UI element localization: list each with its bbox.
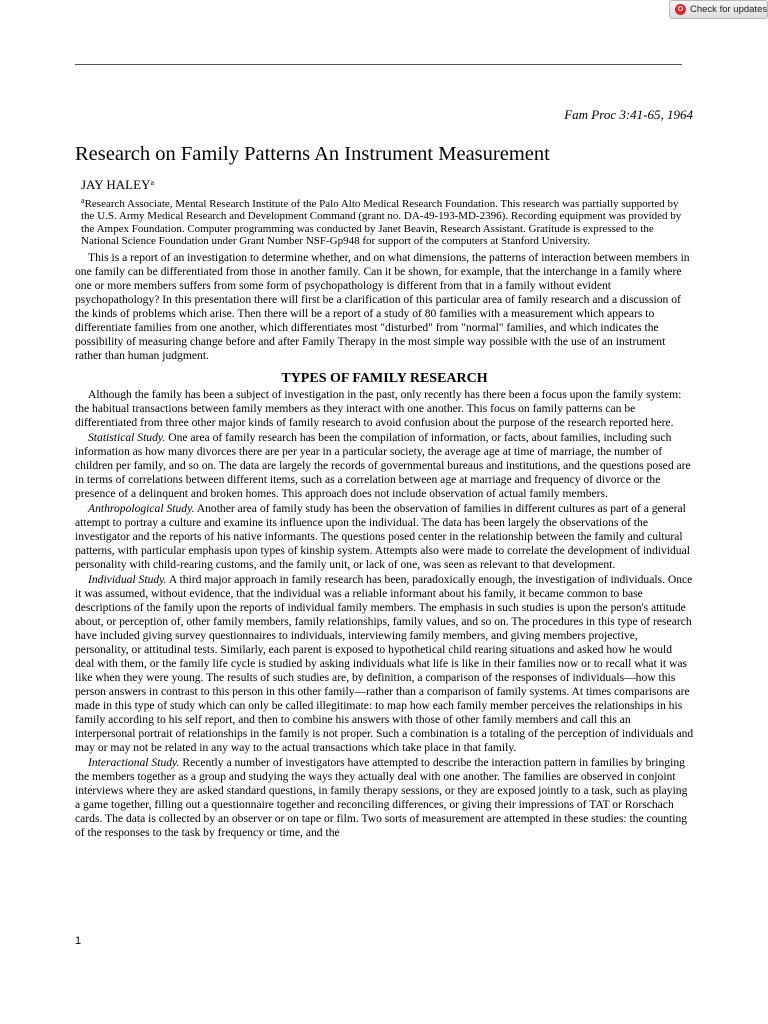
statistical-study-paragraph [75, 431, 694, 501]
footnote-mark: a [81, 196, 85, 205]
paragraph-text: One area of family research has been the compilation of information, or facts, about families, including such information as how many divorces there are per year in a particular society, the average age at time of marriage, the number of children per family, and so on. The data are largely the records of governmental bureaus and institutions, and the questions posed are in terms of correlations between different items, such as a correlation between age at marriage and frequency of divorce or the presence of a delinquent and broken homes. This approach does not include observation of actual family members. [75, 431, 691, 500]
author-line [81, 177, 154, 193]
article-title: Research on Family Patterns An Instrument Measurement [75, 143, 550, 165]
paragraph-lead: Individual Study. [88, 573, 167, 586]
abstract-paragraph: This is a report of an investigation to determine whether, and on what dimensions, the patterns of interaction between members in one family can be differentiated from those in another family. Can it be shown, for example, that the interchange in a family where one or more members suffers from some form of psychopathology is different from that in a family without evident psychopathology? In this presentation there will first be a clarification of this particular area of family research and a discussion of the kinds of problems which arise. Then there will be a report of a study of 80 families with a measurement which appears to differentiate families from one another, which differentiates most "disturbed" from "normal" families, and which indicates the possibility of measuring change before and after Family Therapy in the most simple way possible with the use of an instrument rather than human judgment. [75, 251, 690, 362]
check-for-updates-label: Check for updates [690, 4, 768, 15]
crossmark-icon [675, 4, 686, 15]
interactional-study-paragraph [75, 756, 694, 840]
paragraph-text: A third major approach in family research has been, paradoxically enough, the investigation of individuals. Once it was assumed, without evidence, that the individual was a reliable informant about his family, it became common to base descriptions of the family upon the reports of individual family members. The emphasis in such studies is upon the person's attitude about, or perception of, other family members, family relationships, family values, and so on. The procedures in this type of research have included giving survey questionnaires to individuals, interviewing family members, and giving members projective, personality, or attitudinal tests. Similarly, each parent is exposed to hypothetical child rearing situations and asked how he would deal with them, or the family life cycle is studied by asking individuals what life is like in their families now or to recall what it was like when they were young. The results of such studies are, by definition, a comparison of the responses of individuals—how this person answers in contrast to this person in this other family—rather than a comparison of family systems. At times comparisons are made in this type of study which can only be called illegitimate: to map how each family member perceives the relationships in his family according to his self report, and then to combine his answers with those of other family members and call this an interpersonal portrait of relationships in the family is not proper. Such a combination is a totaling of the perception of individuals and may or may not be related in any way to the actual transactions which take place in that family. [75, 573, 694, 754]
intro-paragraph: Although the family has been a subject of investigation in the past, only recently has there been a focus upon the family system: the habitual transactions between family members as they interact with one another. This focus on family patterns can be differentiated from three other major kinds of family research to avoid confusion about the purpose of the research reported here. [75, 388, 682, 429]
paragraph-lead: Anthropological Study. [88, 502, 195, 515]
page-number: 1 [75, 935, 82, 947]
paragraph-text: Recently a number of investigators have attempted to describe the interaction pattern in families by bringing the members together as a group and studying the ways they actually deal with one another. The families are observed in conjoint interviews where they are asked standard questions, in family therapy sessions, or they are exposed jointly to a task, such as playing a game together, filling out a questionnaire together and reconciling differences, or giving their impressions of TAT or Rorschach cards. The data is collected by an observer or on tape or film. Two sorts of measurement are attempted in these studies: the counting of the responses to the task by frequency or time, and the [75, 756, 688, 839]
anthropological-study-paragraph [75, 502, 694, 572]
header-rule [75, 64, 682, 65]
paragraph-lead: Statistical Study. [88, 431, 166, 444]
article-body [75, 251, 694, 841]
author-name: JAY HALEY [81, 177, 151, 192]
author-affiliation-mark: a [150, 178, 155, 187]
check-for-updates-button[interactable] [669, 0, 768, 19]
paragraph-text: Another area of family study has been the observation of families in different cultures as part of a general attempt to portray a culture and examine its influence upon the individual. The data has been largely the observations of the investigator and the reports of his native informants. The questions posed center in the relationship between the family and cultural patterns, with particular emphasis upon types of kinship system. Attempts also were made to correlate the development of individual personality with child-rearing customs, and the family unit, or lack of one, was seen as relevant to that development. [75, 502, 690, 571]
journal-citation: Fam Proc 3:41-65, 1964 [564, 107, 693, 122]
individual-study-paragraph [75, 573, 694, 755]
footnote-text: Research Associate, Mental Research Institute of the Palo Alto Medical Research Foundation. This research was partially supported by the U.S. Army Medical Research and Development Command (grant no. DA-49-193-MD-2396). Recording equipment was provided by the Ampex Foundation. Computer programming was conducted by Janet Beavin, Research Assistant. Gratitude is expressed to the National Science Foundation under Grant Number NSF-Gp948 for support of the computers at Stanford University. [81, 198, 682, 248]
affiliation-footnote [81, 195, 693, 248]
paragraph-lead: Interactional Study. [88, 756, 180, 769]
section-heading: TYPES OF FAMILY RESEARCH [281, 371, 488, 386]
